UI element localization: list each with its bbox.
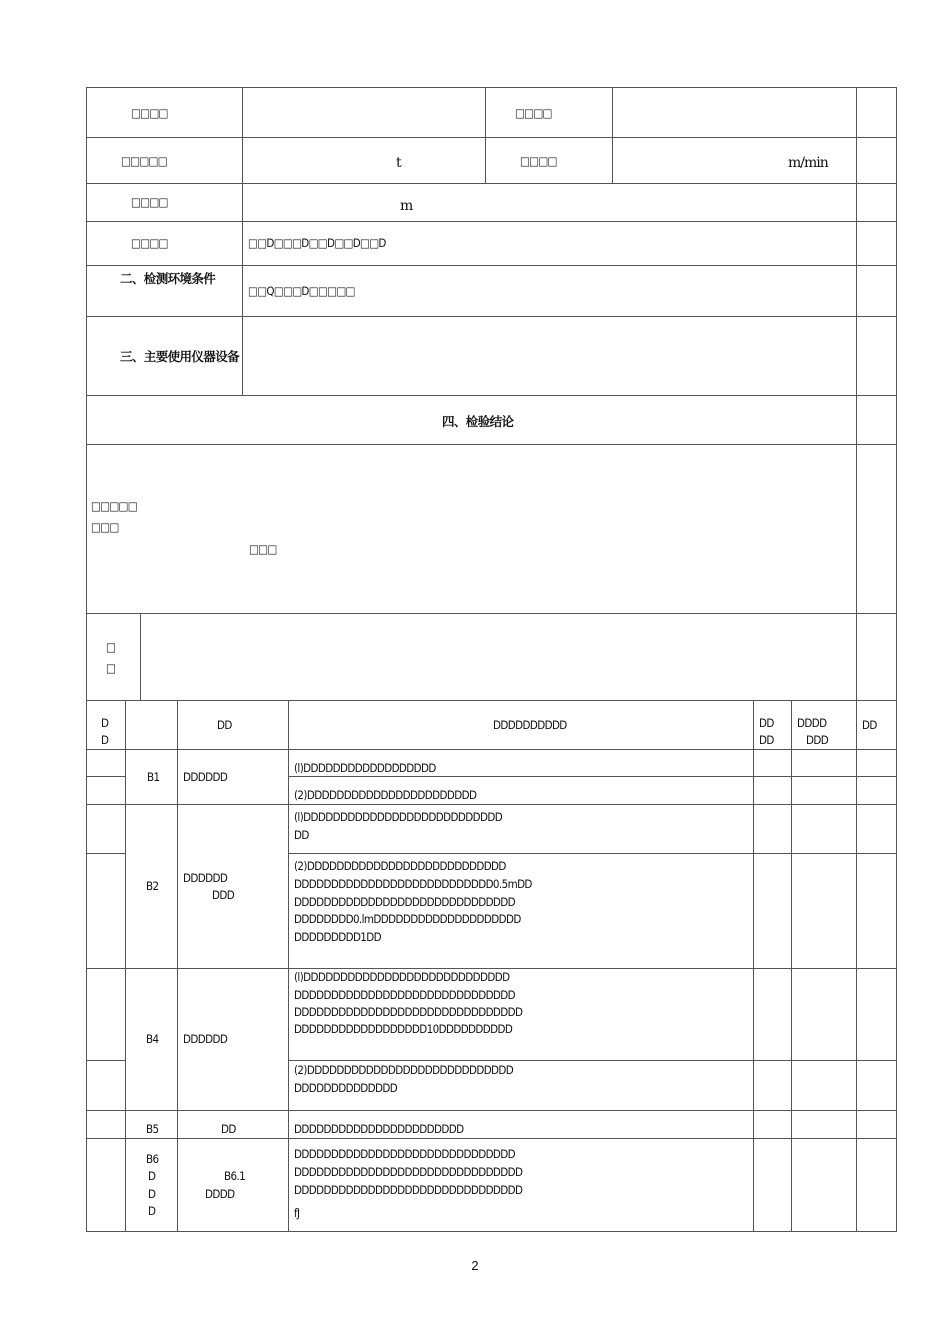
b1-code: B1 bbox=[147, 770, 160, 784]
conclusion-line-1: □□□□□ bbox=[91, 499, 137, 513]
conclusion-line-2: □□□ bbox=[91, 520, 119, 534]
r3-label: □□□□ bbox=[131, 195, 168, 209]
rule bbox=[288, 700, 289, 1232]
rule bbox=[288, 853, 897, 854]
rule bbox=[86, 700, 897, 701]
section-4-title: 四、检验结论 bbox=[442, 414, 514, 429]
r2-unit-b: m/min bbox=[788, 155, 828, 171]
col4-header: DDDDDDDDDD bbox=[493, 718, 567, 732]
r1-label-a: □□□□ bbox=[131, 106, 168, 120]
b6-code-a: B6 bbox=[146, 1152, 159, 1166]
rule bbox=[856, 87, 857, 1232]
rule bbox=[242, 87, 243, 396]
b4-item-1-a: (l)DDDDDDDDDDDDDDDDDDDDDDDDDDDD bbox=[294, 970, 510, 984]
section-3-title: 三、主要使用仪器设备 bbox=[120, 349, 240, 364]
b1-name: DDDDDD bbox=[183, 770, 228, 784]
rule bbox=[612, 87, 613, 184]
rule bbox=[86, 1138, 897, 1139]
b2-item-2-b: DDDDDDDDDDDDDDDDDDDDDDDDDDD0.5mDD bbox=[294, 877, 532, 891]
b5-name: DD bbox=[221, 1122, 236, 1136]
b2-item-2-c: DDDDDDDDDDDDDDDDDDDDDDDDDDDDDD bbox=[294, 895, 516, 909]
b4-name: DDDDDD bbox=[183, 1032, 228, 1046]
b6-code-c: D bbox=[148, 1187, 156, 1201]
remark-char-2: □ bbox=[106, 661, 116, 675]
b4-code: B4 bbox=[146, 1032, 159, 1046]
b2-code: B2 bbox=[146, 879, 159, 893]
rule bbox=[86, 853, 126, 854]
b4-item-1-c: DDDDDDDDDDDDDDDDDDDDDDDDDDDDDDD bbox=[294, 1005, 523, 1019]
rule bbox=[86, 316, 897, 317]
b4-item-2-b: DDDDDDDDDDDDDD bbox=[294, 1081, 398, 1095]
rule bbox=[86, 444, 897, 445]
section-2-title: 二、检测环境条件 bbox=[120, 271, 216, 286]
rule bbox=[86, 87, 87, 1232]
conclusion-sign: □□□ bbox=[249, 542, 277, 556]
rule bbox=[791, 700, 792, 1232]
rule bbox=[140, 613, 141, 701]
r4-label: □□□□ bbox=[131, 236, 168, 250]
rule bbox=[86, 1231, 897, 1232]
page-number: 2 bbox=[471, 1258, 479, 1273]
r2-label-b: □□□□ bbox=[520, 154, 557, 168]
r2-label-a: □□□□□ bbox=[121, 154, 167, 168]
rule bbox=[86, 221, 897, 222]
b5-item-1: DDDDDDDDDDDDDDDDDDDDDDD bbox=[294, 1122, 464, 1136]
b2-item-1-a: (l)DDDDDDDDDDDDDDDDDDDDDDDDDDD bbox=[294, 810, 503, 824]
b4-item-2-a: (2)DDDDDDDDDDDDDDDDDDDDDDDDDDDD bbox=[294, 1063, 514, 1077]
col5-header-a: DD bbox=[759, 716, 774, 730]
b6-name-b: DDDD bbox=[205, 1187, 235, 1201]
col3-header: DD bbox=[217, 718, 232, 732]
remark-char-1: □ bbox=[106, 640, 116, 654]
rule bbox=[86, 183, 897, 184]
b2-name-b: DDD bbox=[212, 888, 235, 902]
b6-item-1-d: fJ bbox=[294, 1206, 300, 1220]
b6-code-b: D bbox=[148, 1169, 156, 1183]
b2-item-2-a: (2)DDDDDDDDDDDDDDDDDDDDDDDDDDD bbox=[294, 859, 506, 873]
rule bbox=[86, 613, 897, 614]
b6-item-1-b: DDDDDDDDDDDDDDDDDDDDDDDDDDDDDDD bbox=[294, 1165, 523, 1179]
rule bbox=[125, 700, 126, 1232]
r1-label-b: □□□□ bbox=[515, 106, 552, 120]
r3-unit: m bbox=[400, 198, 413, 214]
col1-header-a: D bbox=[101, 716, 109, 730]
b6-name-a: B6.1 bbox=[224, 1169, 246, 1183]
col5-header-b: DD bbox=[759, 733, 774, 747]
rule bbox=[86, 87, 897, 88]
rule bbox=[86, 749, 897, 750]
rule bbox=[896, 87, 897, 1232]
section-2-value: □□Q□□□D□□□□□ bbox=[248, 284, 355, 298]
b2-item-2-e: DDDDDDDDD1DD bbox=[294, 930, 382, 944]
r2-unit-a: t bbox=[396, 155, 401, 171]
r4-value: □□D□□□D□□D□□D□□D bbox=[248, 236, 386, 250]
rule bbox=[86, 1110, 897, 1111]
rule bbox=[86, 804, 897, 805]
b6-item-1-c: DDDDDDDDDDDDDDDDDDDDDDDDDDDDDDD bbox=[294, 1183, 523, 1197]
b6-code-d: D bbox=[148, 1204, 156, 1218]
rule bbox=[753, 700, 754, 1232]
col6-header-b: DDD bbox=[806, 733, 829, 747]
rule bbox=[86, 1060, 126, 1061]
rule bbox=[177, 700, 178, 1232]
b2-item-1-b: DD bbox=[294, 828, 309, 842]
rule bbox=[485, 87, 486, 184]
b5-code: B5 bbox=[146, 1122, 159, 1136]
b2-item-2-d: DDDDDDDD0.lmDDDDDDDDDDDDDDDDDDDD bbox=[294, 912, 521, 926]
col1-header-b: D bbox=[101, 733, 109, 747]
b4-item-1-b: DDDDDDDDDDDDDDDDDDDDDDDDDDDDDD bbox=[294, 988, 516, 1002]
b6-item-1-a: DDDDDDDDDDDDDDDDDDDDDDDDDDDDDD bbox=[294, 1147, 516, 1161]
col7-header: DD bbox=[862, 718, 877, 732]
rule bbox=[86, 265, 897, 266]
b1-item-1: (l)DDDDDDDDDDDDDDDDDD bbox=[294, 761, 436, 775]
b2-name-a: DDDDDD bbox=[183, 871, 228, 885]
rule bbox=[86, 776, 126, 777]
b4-item-1-d: DDDDDDDDDDDDDDDDDD10DDDDDDDDDD bbox=[294, 1022, 513, 1036]
b1-item-2: (2)DDDDDDDDDDDDDDDDDDDDDDD bbox=[294, 788, 477, 802]
col6-header-a: DDDD bbox=[797, 716, 827, 730]
rule bbox=[86, 395, 897, 396]
rule bbox=[86, 137, 897, 138]
